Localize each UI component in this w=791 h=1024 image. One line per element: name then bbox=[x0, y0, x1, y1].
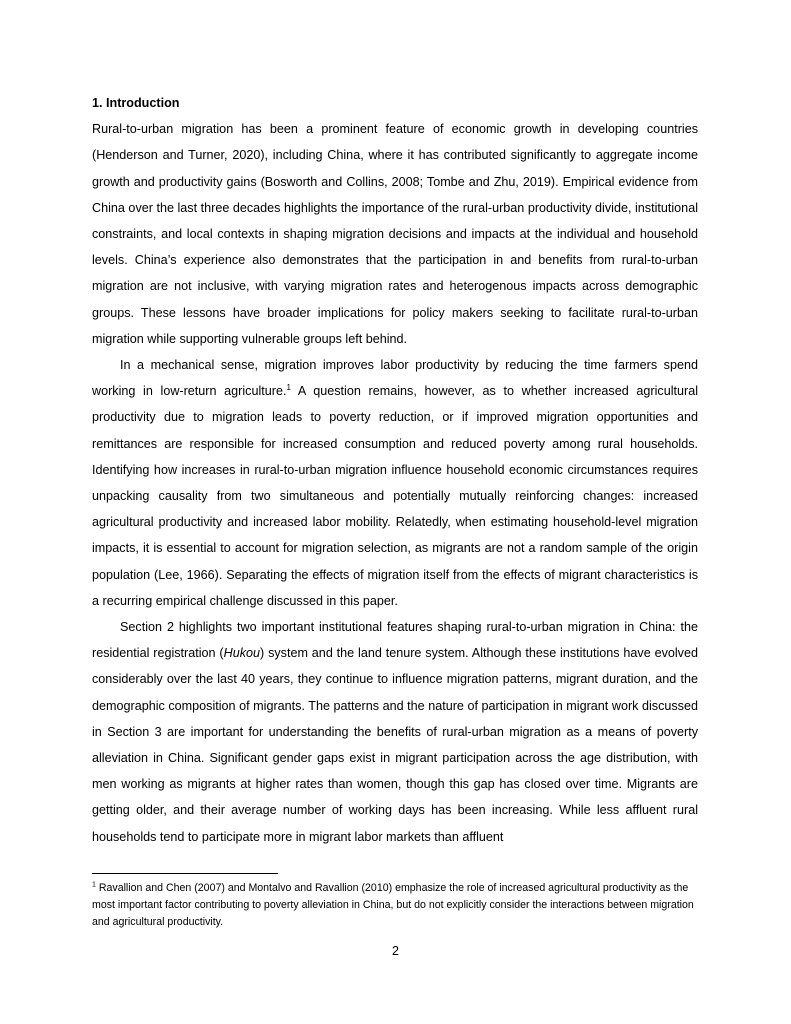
footnote-divider bbox=[92, 873, 278, 874]
paragraph-2-text-a: In a mechanical sense, migration improves labor productivity by reducing the time farmers spend working in low-return agriculture. bbox=[92, 358, 698, 399]
hukou-term: Hukou bbox=[223, 646, 261, 661]
paragraph-3-text-b: ) system and the land tenure system. Although these institutions have evolved considerably over the last 40 years, they continue to influence migration patterns, migrant duration, and the demographic composition of migrants. The patterns and the nature of participation in migrant work discussed in Section 3 are important for understanding the benefits of rural-urban migration as a means of poverty alleviation in China. Significant gender gaps exist in migrant participation across the age distribution, with men working as migrants at higher rates than women, though this gap has closed over time. Migrants are getting older, and their average number of working days has been increasing. While less affluent rural households tend to participate more in migrant labor markets than affluent bbox=[92, 646, 698, 844]
footnote-text: Ravallion and Chen (2007) and Montalvo and Ravallion (2010) emphasize the role of increased agricultural productivity as the most important factor contributing to poverty alleviation in China, but do not explicitly consider the interactions between migration and agricultural productivity. bbox=[92, 882, 694, 928]
paragraph-2 bbox=[92, 352, 698, 614]
paragraph-2-text-b: A question remains, however, as to whether increased agricultural productivity due to migration leads to poverty reduction, or if improved migration opportunities and remittances are responsible for increased consumption and reduced poverty among rural households. Identifying how increases in rural-to-urban migration influence household economic circumstances requires unpacking causality from two simultaneous and potentially mutually reinforcing changes: increased agricultural productivity and increased labor mobility. Relatedly, when estimating household-level migration impacts, it is essential to account for migration selection, as migrants are not a random sample of the origin population (Lee, 1966). Separating the effects of migration itself from the effects of migrant characteristics is a recurring empirical challenge discussed in this paper. bbox=[92, 384, 698, 608]
footnote-marker: 1 bbox=[92, 881, 96, 889]
paragraph-3-text-a: Section 2 highlights two important institutional features shaping rural-to-urban migration in China: the residential registration ( bbox=[92, 620, 698, 661]
page-body bbox=[92, 90, 698, 850]
footnote bbox=[92, 880, 698, 931]
paragraph-3 bbox=[92, 614, 698, 850]
paragraph-1: Rural-to-urban migration has been a prominent feature of economic growth in developing countries (Henderson and Turner, 2020), including China, where it has contributed significantly to aggregate income growth and productivity gains (Bosworth and Collins, 2008; Tombe and Zhu, 2019). Empirical evidence from China over the last three decades highlights the importance of the rural-urban productivity divide, institutional constraints, and local contexts in shaping migration decisions and impacts at the individual and household levels. China’s experience also demonstrates that the participation in and benefits from rural-to-urban migration are not inclusive, with varying migration rates and heterogenous impacts across demographic groups. These lessons have broader implications for policy makers seeking to facilitate rural-to-urban migration while supporting vulnerable groups left behind. bbox=[92, 122, 698, 346]
footnote-reference: 1 bbox=[286, 383, 291, 393]
page-number: 2 bbox=[391, 944, 399, 958]
section-heading: 1. Introduction bbox=[92, 96, 180, 110]
